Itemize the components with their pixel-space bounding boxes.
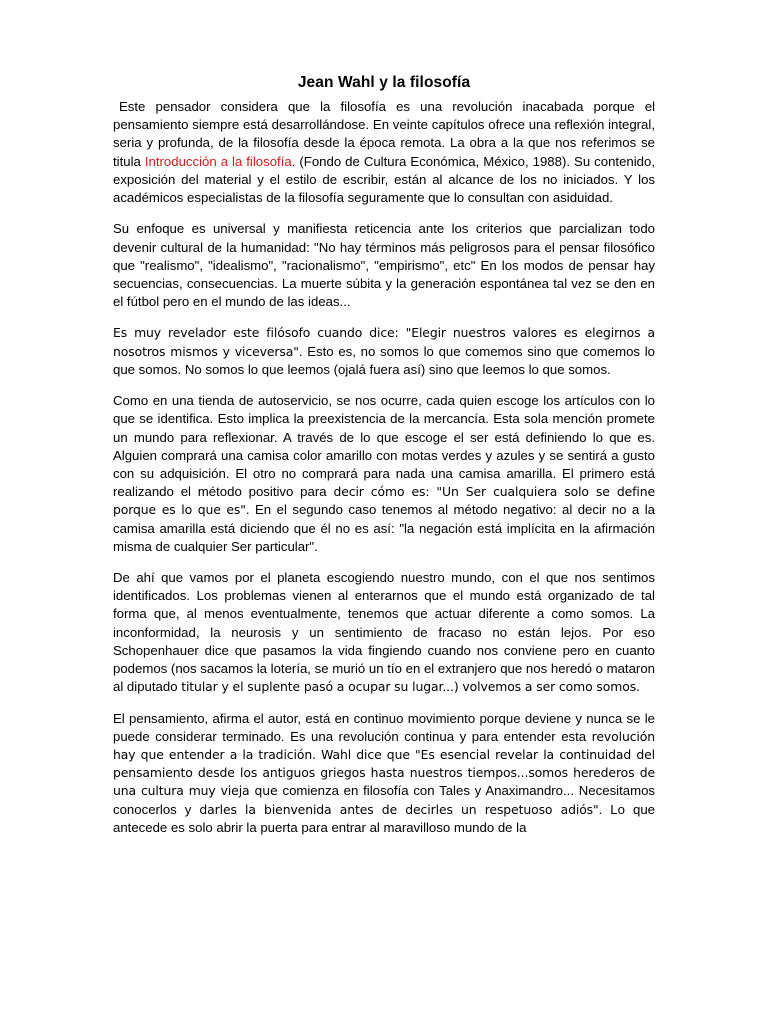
text-run: . Lo que antecede es solo abrir la puerta para entrar al maravilloso mundo de la: [113, 801, 655, 835]
text-run: De ahí que vamos por el planeta escogiendo nuestro mundo, con el que nos sentimos identificados. Los problemas vienen al enterarnos que el mundo está organizado de tal forma que, al menos eventualmente, tenemos que actuar diferente a como somos. La inconformidad, la neurosis y un sentimiento de fracaso no están lejos. Por eso Schopenhauer dice que pasamos la vida fingiendo cuando nos conviene pero en cuanto podemos (nos sacamos la lotería, se murió un tío en el extranjero que nos heredó o mataron al diputado: [113, 570, 655, 695]
text-run: . En el segundo caso tenemos al método negativo: al decir no a la camisa amarilla está diciendo que él no es así: "la negación está implícita en la afirmación misma de cualquier Ser particular".: [113, 502, 655, 554]
paragraph-1: [113, 98, 655, 207]
paragraph-4: [113, 392, 655, 556]
paragraph-2: [113, 220, 655, 311]
text-run: Este pensador considera que la filosofía es una revolución inacabada porque el pensamiento siempre está desarrollándose. En veinte capítulos ofrece una reflexión integral, seria y profunda, de la filosofía desde la época remota. La obra a la que nos referimos se titula: [113, 99, 655, 169]
text-run-quote: darles la bienvenida antes de decirles un respetuoso adiós": [199, 801, 599, 817]
text-run: . Esto es, no somos lo que comemos sino que comemos lo que somos. No somos lo que leemos (ojalá fuera así) sino que leemos lo que somos.: [113, 343, 655, 377]
text-run: Como en una tienda de autoservicio, se nos ocurre, cada quien escoge los artículos con lo que se identifica. Esto implica la preexistencia de la mercancía. Esta sola mención promete un mundo para reflexionar. A través de lo que escoge el ser está definiendo lo que es. Alguien comprará una camisa color amarillo con motas verdes y azules y se sentirá a gusto con su adquisición. El otro no comprará para nada una camisa amarilla. El primero está realizando el método positivo para: [113, 393, 655, 500]
text-run-quote: Es muy revelador este filósofo cuando dice: "Elegir nuestros valores es elegirnos a nosotros mismos y viceversa": [113, 325, 655, 359]
text-run: . (Fondo de Cultura Económica, México, 1988). Su contenido, exposición del material y el estilo de escribir, están al alcance de los no iniciados. Y los académicos especialistas de la filosofía seguramente que lo consultan con asiduidad.: [113, 153, 656, 206]
text-run: comienza en filosofía con Tales y Anaximandro... Necesitamos conocerlos y: [113, 783, 655, 817]
paragraph-5: [113, 569, 655, 697]
document-body: [113, 98, 655, 837]
text-run: Su enfoque es universal y manifiesta reticencia ante los criterios que parcializan todo devenir cultural de la humanidad: "No hay términos más peligrosos para el pensar filosófico que "realismo", "idealismo", "racionalismo", "empirismo", etc" En los modos de pensar hay secuencias, consecuencias. La muerte súbita y la generación espontánea tal vez se den en el fútbol pero en el mundo de las ideas...: [113, 221, 655, 310]
text-run: El pensamiento, afirma el autor, está en continuo movimiento porque deviene y nunca se le puede considerar terminado. Es una revolución continua y para entender esta: [113, 710, 655, 744]
text-run-highlight: Introducción a la filosofía: [144, 153, 292, 169]
paragraph-6: [113, 710, 655, 838]
paragraph-3: [113, 324, 655, 379]
text-run-quote: titular y el suplente pasó a ocupar su lugar...) volvemos a ser como somos.: [181, 679, 640, 695]
text-run-quote: revolución hay que entender a la tradición. Wahl dice que "Es esencial revelar la continuidad del pensamiento desde los antiguos griegos hasta nuestros tiempos...somos herederos de una cultura muy vieja que: [113, 728, 655, 799]
page-title: Jean Wahl y la filosofía: [297, 74, 471, 91]
text-run-quote: decir cómo es: "Un Ser cualquiera solo se define porque es lo que es": [113, 484, 655, 518]
